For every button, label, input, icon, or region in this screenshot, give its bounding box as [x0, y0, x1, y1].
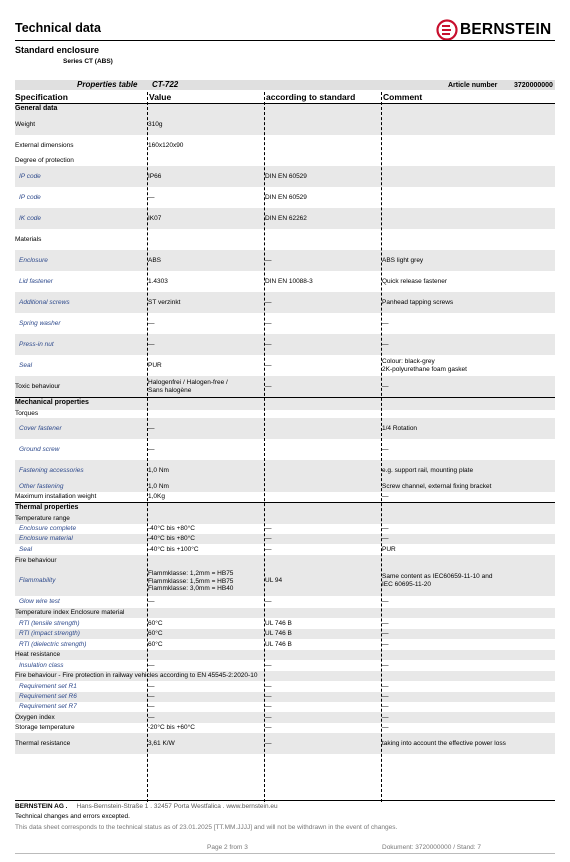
- row-label: Press-in nut: [19, 341, 54, 348]
- row-label: Additional screws: [19, 299, 70, 306]
- row-label: Degree of protection: [15, 157, 74, 164]
- row-label: Temperature index Enclosure material: [15, 609, 125, 616]
- table-row: [15, 418, 555, 439]
- row-label: Oxygen index: [15, 714, 55, 721]
- row-value: —: [148, 194, 155, 201]
- row-value: —: [148, 598, 155, 605]
- row-comment: —: [382, 662, 389, 669]
- table-row: [15, 524, 555, 534]
- table-row: [15, 660, 555, 671]
- row-standard: DIN EN 10088-3: [265, 278, 313, 285]
- table-row: [15, 439, 555, 460]
- section-title: Mechanical properties: [15, 399, 89, 406]
- table-row: [15, 596, 555, 608]
- row-label: IK code: [19, 215, 42, 222]
- table-row: [15, 229, 555, 250]
- row-comment: —: [382, 341, 389, 348]
- row-label: Weight: [15, 121, 36, 128]
- row-comment: —: [382, 446, 389, 453]
- row-value: -40°C bis +80°C: [148, 525, 195, 532]
- table-row: [15, 166, 555, 187]
- row-standard: —: [265, 598, 272, 605]
- row-label: Fastening accessories: [19, 467, 84, 474]
- footer-status-note: This data sheet corresponds to the technical status as of 23.01.2025 [TT.MM.JJJJ] and will not be withdrawn in the event of changes.: [15, 824, 398, 831]
- table-row: [15, 135, 555, 156]
- footer-company: BERNSTEIN AG .: [15, 803, 68, 810]
- row-standard: —: [265, 383, 272, 390]
- row-standard: —: [265, 703, 272, 710]
- table-row: [15, 514, 555, 524]
- document-subtitle: Standard enclosure: [15, 45, 100, 55]
- row-comment: Quick release fastener: [382, 278, 448, 285]
- table-row: [15, 313, 555, 334]
- row-value: ABS: [148, 257, 162, 264]
- table-row: [15, 208, 555, 229]
- row-standard: UL 746 B: [265, 641, 292, 648]
- table-row: [15, 409, 555, 418]
- row-standard: —: [265, 740, 272, 747]
- row-comment: 1/4 Rotation: [382, 425, 418, 432]
- row-label: Cover fastener: [19, 425, 62, 432]
- row-label: Other fastening: [19, 483, 64, 490]
- footer-bottom-rule: [15, 853, 555, 854]
- row-label: RTI (tensile strength): [19, 620, 80, 627]
- table-row: [15, 292, 555, 313]
- row-comment: —: [382, 598, 389, 605]
- row-label: Requirement set R6: [19, 693, 77, 700]
- row-label: Torques: [15, 410, 39, 417]
- row-label: Requirement set R1: [19, 683, 77, 690]
- row-label: Enclosure material: [19, 535, 73, 542]
- table-row: [15, 650, 555, 660]
- row-value: 1,0Kg: [148, 493, 165, 500]
- row-value: 1,0 Nm: [148, 483, 169, 490]
- table-row: [15, 492, 555, 502]
- row-value: -20°C bis +60°C: [148, 724, 195, 731]
- row-standard: UL 746 B: [265, 620, 292, 627]
- row-label: Requirement set R7: [19, 703, 77, 710]
- row-value: —: [148, 446, 155, 453]
- column-divider: [381, 92, 382, 802]
- row-label: Thermal resistance: [15, 740, 71, 747]
- table-row: [15, 629, 555, 639]
- row-standard: —: [265, 546, 272, 553]
- row-value: 1,0 Nm: [148, 467, 169, 474]
- table-row: [15, 534, 555, 544]
- row-label: External dimensions: [15, 142, 74, 149]
- article-number-label: Article number: [448, 82, 498, 89]
- row-comment: Screw channel, external fixing bracket: [382, 483, 492, 490]
- table-row: [15, 555, 555, 566]
- table-row: [15, 639, 555, 650]
- table-row: [15, 608, 555, 618]
- footer-disclaimer: Technical changes and errors excepted.: [15, 813, 130, 820]
- row-value: 310g: [148, 121, 163, 128]
- row-label: Storage temperature: [15, 724, 75, 731]
- row-standard: —: [265, 683, 272, 690]
- row-value: 3,61 K/W: [148, 740, 175, 747]
- table-row: [15, 156, 555, 166]
- table-row: [15, 618, 555, 629]
- row-comment: Panhead tapping screws: [382, 299, 454, 306]
- bernstein-logo-icon: [436, 19, 458, 41]
- column-header-standard: according to standard: [266, 92, 356, 102]
- row-standard: —: [265, 662, 272, 669]
- row-standard: —: [265, 714, 272, 721]
- row-label: Seal: [19, 362, 33, 369]
- column-header-specification: Specification: [15, 92, 68, 102]
- table-row: [15, 355, 555, 376]
- row-label: Materials: [15, 236, 42, 243]
- row-value: IK07: [148, 215, 162, 222]
- row-standard: —: [265, 257, 272, 264]
- table-row: [15, 460, 555, 481]
- row-value: PUR: [148, 362, 162, 369]
- section-title: General data: [15, 105, 58, 112]
- row-value: ST verzinkt: [148, 299, 181, 306]
- table-row: [15, 481, 555, 492]
- table-row: [15, 692, 555, 702]
- row-comment: —: [382, 641, 389, 648]
- table-row: [15, 671, 555, 681]
- table-row: [15, 271, 555, 292]
- row-comment: PUR: [382, 546, 396, 553]
- row-standard: DIN EN 60529: [265, 194, 307, 201]
- row-standard: —: [265, 535, 272, 542]
- row-standard: —: [265, 299, 272, 306]
- row-value: IP66: [148, 173, 162, 180]
- row-label: Enclosure complete: [19, 525, 77, 532]
- row-comment: —: [382, 724, 389, 731]
- row-comment: e.g. support rail, mounting plate: [382, 467, 474, 474]
- row-label: IP code: [19, 194, 41, 201]
- brand-name: BERNSTEIN: [460, 21, 552, 38]
- table-row: [15, 566, 555, 596]
- row-value: —: [148, 341, 155, 348]
- row-value: Halogenfrei / Halogen-free / Sans halogène: [148, 379, 228, 394]
- row-comment: —: [382, 525, 389, 532]
- row-label: Seal: [19, 546, 33, 553]
- properties-table-label: Properties table: [77, 80, 138, 89]
- column-divider: [147, 92, 148, 802]
- row-label: Fire behaviour - Fire protection in railway vehicles according to EN 45545-2:2020-10: [15, 672, 258, 679]
- row-standard: DIN EN 60529: [265, 173, 307, 180]
- row-standard: —: [265, 320, 272, 327]
- table-row: [15, 376, 555, 397]
- row-value: -40°C bis +100°C: [148, 546, 199, 553]
- row-standard: —: [265, 362, 272, 369]
- row-comment: taking into account the effective power loss: [382, 740, 506, 747]
- properties-table-bar: [15, 80, 555, 90]
- properties-table-code: CT-722: [152, 80, 179, 89]
- row-value: -40°C bis +80°C: [148, 535, 195, 542]
- row-label: RTI (dielectric strength): [19, 641, 87, 648]
- row-value: —: [148, 425, 155, 432]
- table-row: [15, 250, 555, 271]
- row-value: Flammklasse: 1,2mm = HB75 Flammklasse: 1,5mm = HB75 Flammklasse: 3,0mm = HB40: [148, 570, 234, 593]
- row-standard: —: [265, 693, 272, 700]
- row-label: RTI (impact strength): [19, 630, 80, 637]
- row-comment: —: [382, 703, 389, 710]
- row-label: Ground screw: [19, 446, 60, 453]
- row-label: Insulation class: [19, 662, 64, 669]
- column-header-value: Value: [149, 92, 172, 102]
- row-value: 60°C: [148, 630, 163, 637]
- row-comment: Same content as IEC60659-11-10 and IEC 60695-11-20: [382, 573, 493, 588]
- row-value: —: [148, 662, 155, 669]
- footer-address: Hans-Bernstein-Straße 1 . 32457 Porta Westfalica . www.bernstein.eu: [76, 803, 278, 810]
- row-standard: DIN EN 62262: [265, 215, 307, 222]
- row-label: Temperature range: [15, 515, 70, 522]
- column-header-comment: Comment: [383, 92, 423, 102]
- row-value: —: [148, 714, 155, 721]
- row-comment: —: [382, 630, 389, 637]
- table-row: [15, 187, 555, 208]
- row-comment: ABS light grey: [382, 257, 424, 264]
- row-label: Glow wire test: [19, 598, 60, 605]
- table-row: [15, 733, 555, 754]
- row-value: 60°C: [148, 620, 163, 627]
- page-title: Technical data: [15, 21, 101, 35]
- section-header: [15, 104, 555, 114]
- series-label: Series CT (ABS): [63, 58, 113, 65]
- row-comment: —: [382, 383, 389, 390]
- row-value: 160x120x90: [148, 142, 184, 149]
- row-value: —: [148, 683, 155, 690]
- row-label: Lid fastener: [19, 278, 53, 285]
- row-label: Spring washer: [19, 320, 61, 327]
- row-comment: —: [382, 683, 389, 690]
- table-row: [15, 114, 555, 135]
- row-comment: —: [382, 620, 389, 627]
- bernstein-logo: [436, 18, 556, 42]
- page-number: Page 2 from 3: [207, 844, 248, 851]
- row-label: Toxic behaviour: [15, 383, 61, 390]
- row-standard: —: [265, 525, 272, 532]
- table-row: [15, 702, 555, 712]
- table-row: [15, 544, 555, 555]
- section-title: Thermal properties: [15, 504, 79, 511]
- row-value: —: [148, 703, 155, 710]
- row-standard: —: [265, 724, 272, 731]
- row-label: Maximum installation weight: [15, 493, 97, 500]
- row-comment: —: [382, 693, 389, 700]
- table-row: [15, 723, 555, 733]
- row-value: —: [148, 320, 155, 327]
- table-row: [15, 712, 555, 723]
- row-label: IP code: [19, 173, 41, 180]
- row-comment: Colour: black-grey 2K-polyurethane foam gasket: [382, 358, 467, 373]
- document-reference: Dokument: 3720000000 / Stand: 7: [382, 844, 482, 851]
- footer-divider: [15, 800, 555, 801]
- table-row: [15, 681, 555, 692]
- row-label: Fire behaviour: [15, 557, 57, 564]
- row-comment: —: [382, 320, 389, 327]
- row-standard: —: [265, 341, 272, 348]
- table-row: [15, 334, 555, 355]
- row-value: 1.4303: [148, 278, 168, 285]
- article-number-value: 3720000000: [514, 82, 553, 89]
- footer-company-line: [15, 803, 278, 810]
- column-divider: [264, 92, 265, 802]
- row-value: —: [148, 693, 155, 700]
- row-comment: —: [382, 493, 389, 500]
- header-divider: [15, 40, 555, 41]
- row-comment: —: [382, 714, 389, 721]
- row-comment: —: [382, 535, 389, 542]
- row-value: 60°C: [148, 641, 163, 648]
- row-label: Enclosure: [19, 257, 48, 264]
- row-standard: UL 94: [265, 577, 283, 584]
- row-label: Flammability: [19, 577, 56, 584]
- row-label: Heat resistance: [15, 651, 61, 658]
- row-standard: UL 746 B: [265, 630, 292, 637]
